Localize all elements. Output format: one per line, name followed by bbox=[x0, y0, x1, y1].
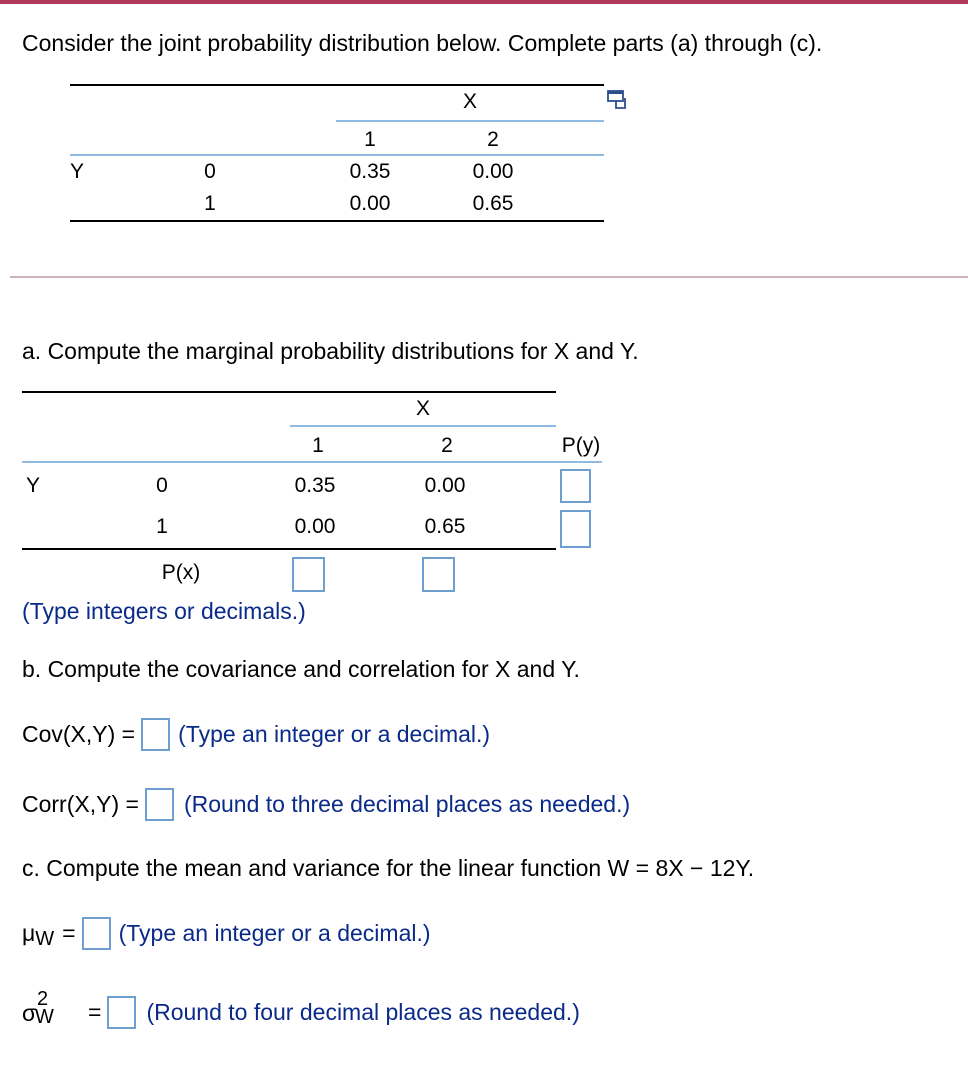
col-value-2: 2 bbox=[487, 128, 499, 151]
marginal-col-var: X bbox=[415, 397, 430, 420]
variance-hint: (Round to four decimal places as needed.) bbox=[146, 998, 580, 1025]
marginal-bottom-rule bbox=[22, 548, 556, 550]
mean-row bbox=[22, 917, 431, 950]
marginal-top-rule bbox=[22, 391, 556, 393]
table-bottom-rule bbox=[70, 220, 604, 222]
part-a-hint: (Type integers or decimals.) bbox=[22, 598, 306, 624]
marginal-col-value-1: 1 bbox=[312, 434, 324, 457]
py-0-input[interactable] bbox=[560, 469, 591, 503]
cell-y0-x1: 0.35 bbox=[349, 160, 391, 183]
marginal-cell-y0-x2: 0.00 bbox=[424, 474, 466, 497]
py-1-input[interactable] bbox=[560, 510, 591, 548]
marginal-row-var: Y bbox=[25, 474, 40, 497]
mu-subscript: W bbox=[35, 928, 55, 950]
mean-equals: = bbox=[62, 920, 76, 946]
px-2-input[interactable] bbox=[422, 557, 455, 592]
cell-y0-x2: 0.00 bbox=[472, 160, 514, 183]
marginal-col-value-2: 2 bbox=[441, 434, 453, 457]
row-var-label: Y bbox=[69, 160, 84, 183]
top-accent-bar bbox=[0, 0, 968, 4]
sigma-w-squared-symbol bbox=[22, 988, 68, 1030]
sigma-superscript: 2 bbox=[37, 988, 49, 1010]
col-var-label: X bbox=[462, 90, 477, 113]
table-top-rule bbox=[70, 84, 604, 86]
marginal-row-y-0: 0 bbox=[156, 474, 168, 497]
corr-row bbox=[22, 788, 630, 821]
mean-hint: (Type an integer or a decimal.) bbox=[118, 920, 431, 946]
variance-equals: = bbox=[88, 998, 102, 1025]
marginal-header-rule bbox=[290, 425, 556, 427]
cov-hint: (Type an integer or a decimal.) bbox=[178, 721, 491, 747]
col-value-1: 1 bbox=[364, 128, 376, 151]
header-bottom-rule bbox=[70, 154, 604, 156]
section-divider bbox=[10, 276, 968, 278]
variance-row bbox=[22, 988, 580, 1030]
part-b-prompt: b. Compute the covariance and correlation for X and Y. bbox=[22, 656, 580, 682]
corr-hint: (Round to three decimal places as needed.) bbox=[183, 791, 631, 817]
cov-label: Cov(X,Y) = bbox=[22, 721, 136, 747]
row-y-0: 0 bbox=[204, 160, 216, 183]
corr-label: Corr(X,Y) = bbox=[22, 791, 139, 817]
cov-input[interactable] bbox=[141, 718, 170, 751]
sigma-subscript: W bbox=[35, 1006, 54, 1028]
variance-input[interactable] bbox=[107, 996, 136, 1029]
mu-w-symbol bbox=[22, 920, 55, 950]
part-c-prompt: c. Compute the mean and variance for the linear function W = 8X − 12Y. bbox=[22, 855, 755, 881]
px-1-input[interactable] bbox=[292, 557, 325, 592]
cell-y1-x2: 0.65 bbox=[472, 192, 514, 215]
marginal-row-y-1: 1 bbox=[156, 515, 168, 538]
header-rule bbox=[336, 120, 604, 122]
cov-row bbox=[22, 718, 490, 751]
problem-intro: Consider the joint probability distribution below. Complete parts (a) through (c). bbox=[22, 30, 823, 56]
px-label: P(x) bbox=[161, 561, 201, 584]
py-label: P(y) bbox=[561, 434, 601, 457]
marginal-cell-y1-x2: 0.65 bbox=[424, 515, 466, 538]
mean-input[interactable] bbox=[82, 917, 111, 950]
row-y-1: 1 bbox=[204, 192, 216, 215]
marginal-cell-y0-x1: 0.35 bbox=[294, 474, 336, 497]
marginal-cell-y1-x1: 0.00 bbox=[294, 515, 336, 538]
sigma-letter: σ bbox=[22, 1000, 37, 1026]
copy-table-icon[interactable] bbox=[606, 88, 628, 110]
cell-y1-x1: 0.00 bbox=[349, 192, 391, 215]
part-a-prompt: a. Compute the marginal probability distributions for X and Y. bbox=[22, 338, 639, 364]
mu-letter: μ bbox=[22, 920, 36, 946]
corr-input[interactable] bbox=[145, 788, 174, 821]
marginal-header-bottom-rule bbox=[22, 461, 602, 463]
